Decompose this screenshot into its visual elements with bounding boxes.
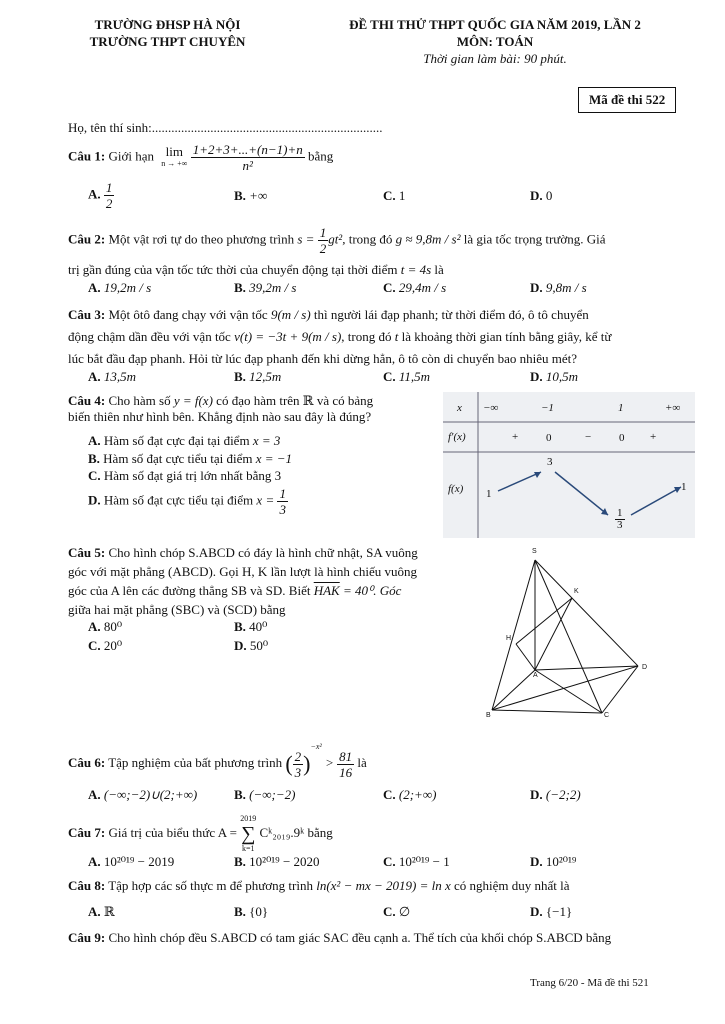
tbl-x-val: −∞ [483, 402, 499, 414]
tbl-f-label: f(x) [448, 483, 464, 495]
q6-option-c[interactable]: C. (2;+∞) [383, 787, 437, 802]
q5-option-c[interactable]: C. 20⁰ [88, 638, 123, 653]
question-8: Câu 8: Tập hợp các số thực m để phương trình ln(x² − mx − 2019) = ln x có nghiệm duy nhất là [68, 878, 570, 893]
vertex-H: H [506, 635, 512, 642]
q2-option-d[interactable]: D. 9,8m / s [530, 280, 587, 295]
q2-option-a[interactable]: A. 19,2m / s [88, 280, 152, 295]
exam-title: ĐỀ THI THỬ THPT QUỐC GIA NĂM 2019, LẦN 2 [349, 17, 641, 32]
school-name-2: TRƯỜNG THPT CHUYÊN [89, 34, 246, 49]
question-1: Câu 1: Giới hạn lim n → +∞ $\frac{1+2+3+...+(n-1)+n}{\text{n²}}$ bằng [68, 142, 334, 173]
school-name-1: TRƯỜNG ĐHSP HÀ NỘI [94, 17, 241, 32]
q5-option-a[interactable]: A. 80⁰ [88, 619, 123, 634]
tbl-x-val: −1 [541, 402, 554, 414]
q3-option-a[interactable]: A. 13,5m [88, 369, 137, 384]
tbl-fp-sign: 0 [546, 432, 552, 444]
pyramid-figure [480, 548, 690, 726]
subject: MÔN: TOÁN [456, 34, 534, 49]
vertex-B: B [486, 712, 491, 719]
exam-time: Thời gian làm bài: 90 phút. [423, 51, 567, 66]
q1-option-c[interactable]: C. 1 [383, 188, 406, 203]
q8-option-a[interactable]: A. ℝ [88, 904, 115, 919]
q4-option-c[interactable]: C. Hàm số đạt giá trị lớn nhất bằng 3 [88, 468, 282, 483]
vertex-K: K [574, 588, 579, 595]
q3-option-b[interactable]: B. 12,5m [234, 369, 282, 384]
q7-option-c[interactable]: C. 10²⁰¹⁹ − 1 [383, 854, 450, 869]
q8-option-c[interactable]: C. ∅ [383, 904, 411, 919]
q5-option-b[interactable]: B. 40⁰ [234, 619, 268, 634]
tbl-x-label: x [457, 402, 462, 414]
student-name-line: Họ, tên thí sinh:....................................................................... [68, 120, 383, 135]
tbl-fp-sign: 0 [619, 432, 625, 444]
q8-option-d[interactable]: D. {−1} [530, 904, 573, 919]
q6-option-b[interactable]: B. (−∞;−2) [234, 787, 296, 802]
tbl-f-end: 1 [681, 481, 687, 493]
q1-option-a[interactable]: A. $\frac{1}{2}$ [88, 180, 113, 211]
q6-option-a[interactable]: A. (−∞;−2)∪(2;+∞) [88, 787, 198, 802]
q4-option-b[interactable]: B. Hàm số đạt cực tiểu tại điểm x = −1 [88, 451, 293, 466]
q5-option-d[interactable]: D. 50⁰ [234, 638, 269, 653]
question-5: Câu 5: Cho hình chóp S.ABCD có đáy là hình chữ nhật, SA vuông góc với mặt phẳng (ABCD). Gọi H, K lần lượt là hình chiếu vuông góc của A lên các đường thẳng SB và SD. Biết $\overline{HAK} = 40^0$. Góc giữa hai mặt phẳng (SBC) và (SCD) bằng [68, 545, 418, 617]
exam-code: Mã đề thi 522 [578, 87, 676, 113]
vertex-D: D [642, 664, 648, 671]
q7-option-a[interactable]: A. 10²⁰¹⁹ − 2019 [88, 854, 175, 869]
tbl-fp-sign: + [650, 431, 657, 443]
q1-option-d[interactable]: D. 0 [530, 188, 553, 203]
question-2-line-2: trị gần đúng của vận tốc tức thời của chuyển động tại thời điểm t = 4s là [68, 262, 444, 277]
q1-option-b[interactable]: B. +∞ [234, 188, 268, 203]
q7-option-b[interactable]: B. 10²⁰¹⁹ − 2020 [234, 854, 320, 869]
tbl-fp-sign: − [585, 431, 592, 443]
q3-option-d[interactable]: D. 10,5m [530, 369, 579, 384]
question-2: Câu 2: Một vật rơi tự do theo phương trình s = $\frac{1}{2}$ gt², trong đó g ≈ 9,8m / s² là gia tốc trọng trường. Giá [68, 225, 606, 256]
q2-option-c[interactable]: C. 29,4m / s [383, 280, 447, 295]
question-3: Câu 3: Một ôtô đang chạy với vận tốc 9(m / s) thì người lái đạp phanh; từ thời điểm đó, ô tô chuyển động chậm dần đều với vận tốc v(t) = −3t + 9(m / s), trong đó t là khoảng thời gian tính bằng giây, kể từ lúc bắt đầu đạp phanh. Hỏi từ lúc đạp phanh đến khi dừng hẳn, ô tô còn di chuyển bao nhiêu mét? [68, 307, 612, 366]
question-6: Câu 6: Tập nghiệm của bất phương trình ( $\frac{2}{3}$ )$^{-x^2}$ > $\frac{81}{16}$ là [68, 742, 367, 780]
vertex-A: A [533, 672, 538, 679]
question-9: Câu 9: Cho hình chóp đều S.ABCD có tam giác SAC đều cạnh a. Thể tích của khối chóp S.ABCD bằng [68, 930, 612, 945]
tbl-f-start: 1 [486, 488, 492, 500]
page-footer: Trang 6/20 - Mã đề thi 521 [530, 977, 649, 989]
tbl-x-val: 1 [618, 402, 624, 414]
q1-fraction: $\frac{1+2+3+...+(n-1)+n}{\text{n²}}$ [192, 142, 303, 173]
tbl-x-val: +∞ [665, 402, 681, 414]
question-4: Câu 4: Cho hàm số y = f(x) có đạo hàm trên ℝ và có bảng biến thiên như hình bên. Khẳng định nào sau đây là đúng? [68, 393, 374, 424]
q7-option-d[interactable]: D. 10²⁰¹⁹ [530, 854, 577, 869]
question-7: Câu 7: Giá trị của biểu thức A = 2019 ∑ k=1 Cᵏ₂₀₁₉.9ᵏ bằng [68, 814, 333, 853]
variation-table [443, 392, 695, 538]
tbl-fp-sign: + [512, 431, 519, 443]
vertex-C: C [604, 712, 610, 719]
q4-option-d[interactable]: D. Hàm số đạt cực tiểu tại điểm x = $\frac{1}{3}$ [88, 486, 286, 517]
tbl-f-max: 3 [547, 456, 553, 468]
tbl-fp-label: f′(x) [448, 431, 466, 443]
q2-option-b[interactable]: B. 39,2m / s [234, 280, 297, 295]
q6-option-d[interactable]: D. (−2;2) [530, 787, 581, 802]
tbl-f-min: $\frac{1}{3}$ [617, 507, 623, 531]
q4-option-a[interactable]: A. Hàm số đạt cực đại tại điểm x = 3 [88, 433, 281, 448]
q8-option-b[interactable]: B. {0} [234, 904, 269, 919]
q3-option-c[interactable]: C. 11,5m [383, 369, 431, 384]
vertex-S: S [532, 548, 537, 555]
